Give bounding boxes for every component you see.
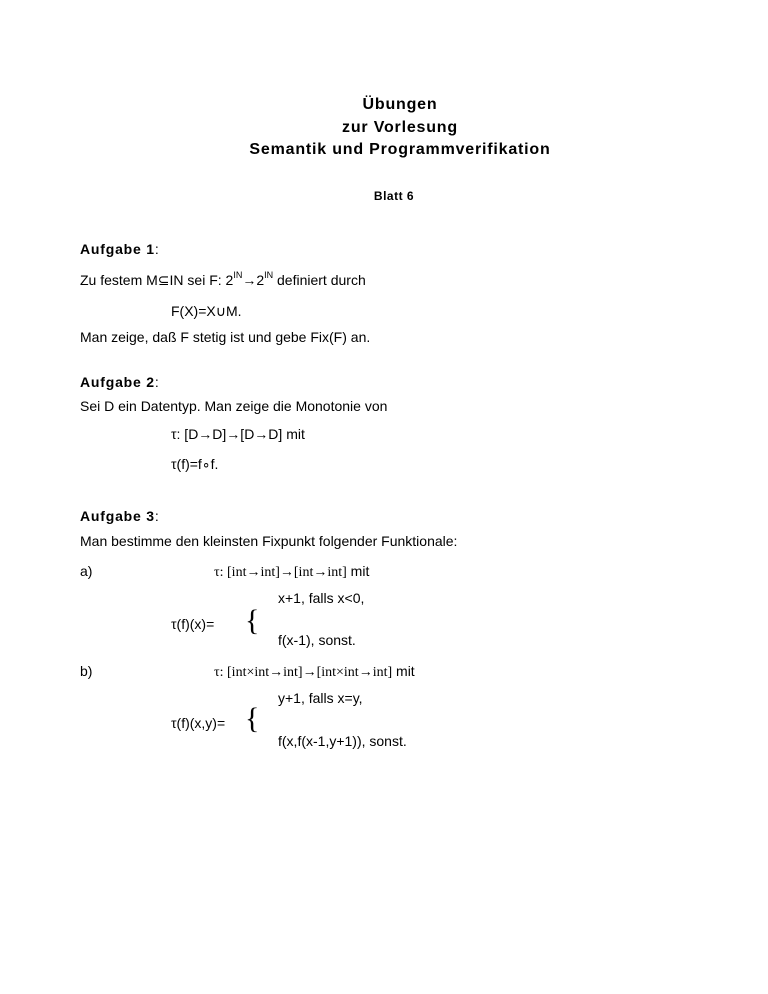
task-3-intro: Man bestimme den kleinsten Fixpunkt folgender Funktionale: xyxy=(80,533,458,549)
task-2-definition: τ(f)=f∘f. xyxy=(171,456,219,472)
task-3b-case-1: y+1, falls x=y, xyxy=(278,690,363,706)
task-2-type: τ: [D→D]→[D→D] mit xyxy=(171,426,305,442)
task-3a-case-2: f(x-1), sonst. xyxy=(278,632,356,648)
task-3b-lhs: τ(f)(x,y)= xyxy=(171,715,226,731)
title-line-2: zur Vorlesung xyxy=(342,119,458,136)
task-3a-lhs: τ(f)(x)= xyxy=(171,616,215,632)
task-3b-label: b) xyxy=(80,663,93,679)
left-brace-icon: { xyxy=(245,604,260,637)
task-3b-case-2: f(x,f(x-1,y+1)), sonst. xyxy=(278,733,407,749)
task-1-intro: Zu festem M⊆IN sei F: $2^{IN}\to 2^{IN}$ definiert durch xyxy=(80,270,366,288)
task-3a-case-1: x+1, falls x<0, xyxy=(278,590,365,606)
task-1-question: Man zeige, daß F stetig ist und gebe Fix(F) an. xyxy=(80,329,371,345)
sheet-number: Blatt 6 xyxy=(373,189,415,203)
task-3b-type: τ: [int×int→int]→[int×int→int] mit xyxy=(214,663,415,680)
left-brace-icon: { xyxy=(245,702,260,735)
task-2-heading: Aufgabe 2: xyxy=(80,374,160,390)
task-3a-type: τ: [int→int]→[int→int] mit xyxy=(214,563,370,580)
task-3-heading: Aufgabe 3: xyxy=(80,508,160,524)
title-line-1: Übungen xyxy=(362,96,438,113)
task-1-formula: F(X)=X∪M. xyxy=(171,303,242,319)
task-1-heading: Aufgabe 1: xyxy=(80,241,160,257)
task-2-intro: Sei D ein Datentyp. Man zeige die Monotonie von xyxy=(80,398,388,414)
title-line-3: Semantik und Programmverifikation xyxy=(249,141,551,158)
task-3a-label: a) xyxy=(80,563,93,579)
